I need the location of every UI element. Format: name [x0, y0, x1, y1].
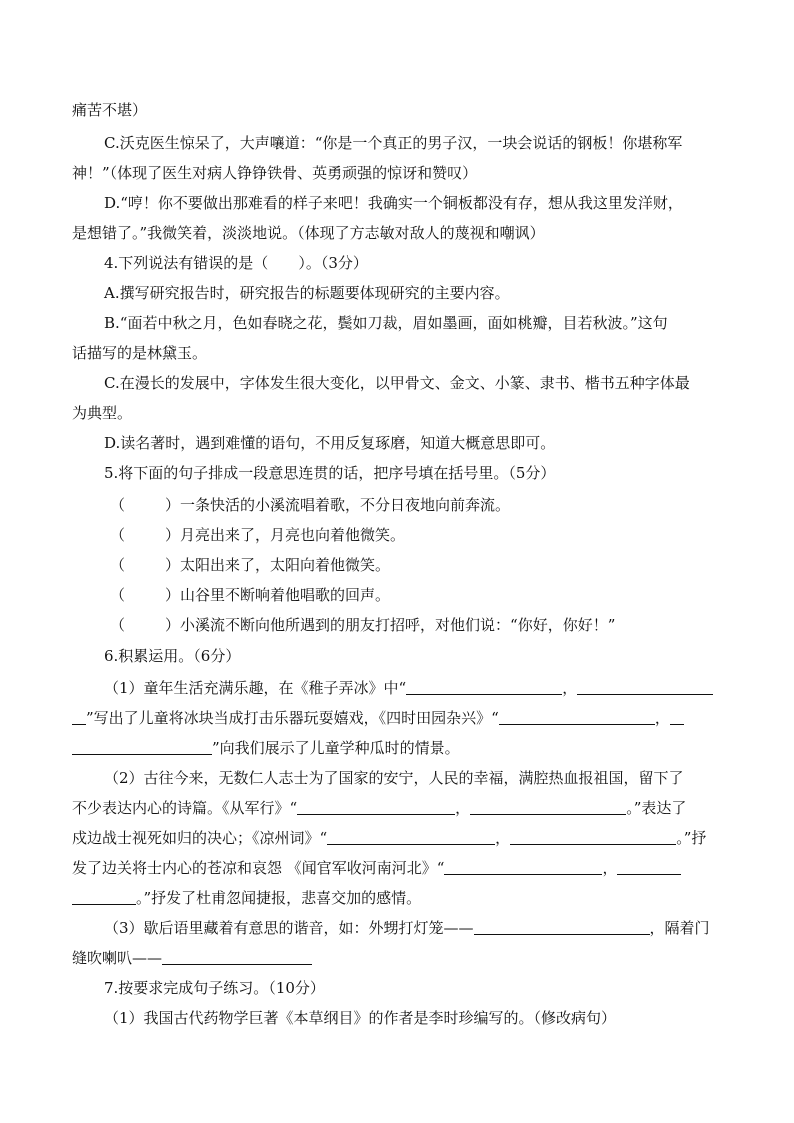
option-d-text: D.“哼！你不要做出那难看的样子来吧！我确实一个铜板都没有存，想从我这里发洋财，	[104, 194, 683, 212]
sentence-row	[110, 490, 510, 520]
sentence-text: 月亮出来了，月亮也向着他微笑。	[180, 526, 406, 544]
fill-blank[interactable]	[474, 916, 650, 935]
answer-paren-close: ）	[165, 556, 181, 574]
sentence-text: 太阳出来了，太阳向着他微笑。	[180, 556, 391, 574]
answer-paren-open: （	[110, 616, 126, 634]
q6-1-line-3: ”向我们展示了儿童学种瓜时的情景。	[72, 733, 460, 763]
answer-paren-close: ）	[165, 616, 181, 634]
question-4-option-c: C.在漫长的发展中，字体发生很大变化，以甲骨文、金文、小篆、隶书、楷书五种字体最	[104, 374, 690, 392]
fill-blank[interactable]	[444, 856, 602, 875]
option-c-text: C.沃克医生惊呆了，大声嚷道：“你是一个真正的男子汉，一块会说话的钢板！你堪称军	[104, 134, 683, 152]
q6-3-line-2: 缝吹喇叭——	[72, 943, 312, 973]
fill-blank[interactable]	[162, 946, 312, 965]
text-line: 神！”（体现了医生对病人铮铮铁骨、英勇顽强的惊讶和赞叹）	[72, 164, 478, 182]
fill-blank[interactable]	[470, 796, 626, 815]
question-4-option-a: A.撰写研究报告时，研究报告的标题要体现研究的主要内容。	[104, 284, 510, 302]
text-line: 话描写的是林黛玉。	[72, 344, 208, 362]
q6-3-line-1: （3）歇后语里藏着有意思的谐音，如：外甥打灯笼—— ，隔着门	[104, 913, 710, 943]
answer-paren-open: （	[110, 556, 126, 574]
answer-paren-close: ）	[165, 526, 181, 544]
q6-2-line-1: （2）古往今来，无数仁人志士为了国家的安宁，人民的幸福，满腔热血报祖国，留下了	[104, 769, 684, 787]
fill-blank[interactable]	[577, 676, 713, 695]
text-line: 痛苦不堪）	[72, 101, 148, 119]
q6-1-line-2: ”写出了儿童将冰块当成打击乐器玩耍嬉戏，《四时田园杂兴》“ ，	[72, 703, 684, 733]
fill-blank[interactable]	[297, 796, 455, 815]
question-7-1-text: （1）我国古代药物学巨著《本草纲目》的作者是李时珍编写的。（修改病句）	[104, 1009, 617, 1027]
sentence-row	[110, 580, 390, 610]
text-line: 是想错了。”我微笑着，淡淡地说。（体现了方志敏对敌人的蔑视和嘲讽）	[72, 224, 545, 242]
sentence-text: 小溪流不断向他所遇到的朋友打招呼，对他们说：“你好，你好！”	[180, 616, 616, 634]
question-7-title: 7.按要求完成句子练习。（10分）	[104, 979, 325, 997]
question-5-title: 5.将下面的句子排成一段意思连贯的话，把序号填在括号里。（5分）	[104, 464, 556, 482]
fill-blank[interactable]	[406, 676, 562, 695]
sentence-text: 一条快活的小溪流唱着歌，不分日夜地向前奔流。	[180, 496, 511, 514]
fill-blank[interactable]	[617, 856, 681, 875]
q6-2-line-5: 。”抒发了杜甫忽闻捷报，悲喜交加的感情。	[72, 883, 421, 913]
answer-paren-close: ）	[165, 586, 181, 604]
fill-blank[interactable]	[510, 826, 676, 845]
fill-blank[interactable]	[72, 736, 212, 755]
q6-1-line-1: （1）童年生活充满乐趣，在《稚子弄冰》中“ ，	[104, 673, 713, 703]
question-4-option-d: D.读名著时，遇到难懂的语句，不用反复琢磨，知道大概意思即可。	[104, 434, 556, 452]
fill-blank[interactable]	[670, 706, 684, 725]
fill-blank[interactable]	[72, 706, 86, 725]
answer-paren-open: （	[110, 586, 126, 604]
sentence-row	[110, 610, 615, 640]
question-4-title: 4.下列说法有错误的是（ ）。（3分）	[104, 254, 368, 272]
text-line: 为典型。	[72, 404, 133, 422]
answer-paren-close: ）	[165, 496, 181, 514]
question-6-title: 6.积累运用。（6分）	[104, 647, 241, 665]
fill-blank[interactable]	[327, 826, 495, 845]
q6-2-line-4: 发了边关将士内心的苍凉和哀怨 《闻官军收河南河北》“ ，	[72, 853, 681, 883]
answer-paren-open: （	[110, 526, 126, 544]
question-4-option-b: B.“面若中秋之月，色如春晓之花，鬓如刀裁，眉如墨画，面如桃瓣，目若秋波。”这句	[104, 314, 668, 332]
q6-2-line-2: 不少表达内心的诗篇。《从军行》“ ， 。”表达了	[72, 793, 686, 823]
sentence-text: 山谷里不断响着他唱歌的回声。	[180, 586, 391, 604]
answer-paren-open: （	[110, 496, 126, 514]
sentence-row	[110, 520, 405, 550]
fill-blank[interactable]	[72, 886, 136, 905]
fill-blank[interactable]	[499, 706, 655, 725]
sentence-row	[110, 550, 390, 580]
q6-2-line-3: 戍边战士视死如归的决心；《凉州词》“ ， 。”抒	[72, 823, 706, 853]
